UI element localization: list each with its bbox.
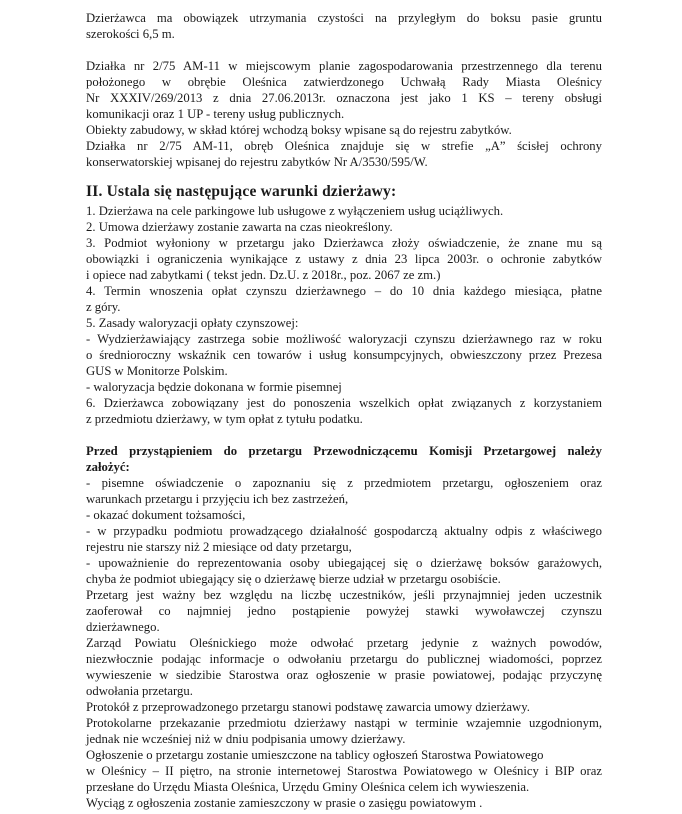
list-item: 5. Zasady waloryzacji opłaty czynszowej: — [86, 316, 299, 330]
list-item: i opiece nad zabytkami ( tekst jedn. Dz.U. z 2018r., poz. 2067 ze zm.) — [86, 268, 441, 282]
text-line: Ogłoszenie o przetargu zostanie umieszczone na tablicy ogłoszeń Starostwa Powiatowego — [86, 748, 544, 762]
text-line: - upoważnienie do reprezentowania osoby ubiegającej się o dzierżawę boksów garażowych, — [86, 556, 602, 570]
subheading: Przed przystąpieniem do przetargu Przewodniczącemu Komisji Przetargowej należy — [86, 444, 602, 458]
text-line: Obiekty zabudowy, w skład której wchodzą boksy wpisane są do rejestru zabytków. — [86, 123, 512, 137]
text-line: Protokół z przeprowadzonego przetargu stanowi podstawę zawarcia umowy dzierżawy. — [86, 700, 530, 714]
text-line: niezwłocznie podając informacje o odwołaniu przetargu do publicznej wiadomości, poprzez — [86, 652, 602, 666]
list-item: 4. Termin wnoszenia opłat czynszu dzierżawnego – do 10 dnia każdego miesiąca, płatne — [86, 284, 602, 298]
list-item: 1. Dzierżawa na cele parkingowe lub usługowe z wyłączeniem usług uciążliwych. — [86, 204, 504, 218]
list-item: 3. Podmiot wyłoniony w przetargu jako Dzierżawca złoży oświadczenie, że znane mu są — [86, 236, 602, 250]
list-item: GUS w Monitorze Polskim. — [86, 364, 228, 378]
text-line: Działka nr 2/75 AM-11 w miejscowym planie zagospodarowania przestrzennego dla terenu — [86, 59, 602, 73]
text-line: Zarząd Powiatu Oleśnickiego może odwołać przetarg jedynie z ważnych powodów, — [86, 636, 602, 650]
text-line: rejestru nie starszy niż 2 miesiące od daty przetargu, — [86, 540, 352, 554]
list-item: 2. Umowa dzierżawy zostanie zawarta na czas nieokreślony. — [86, 220, 393, 234]
text-line: Nr XXXIV/269/2013 z dnia 27.06.2013r. oznaczona jest jako 1 KS – tereny obsługi — [86, 91, 602, 105]
text-line: wywieszenie w siedzibie Starostwa oraz ogłoszenie w prasie powiatowej, podając przyczynę — [86, 668, 602, 682]
section-heading: II. Ustala się następujące warunki dzierżawy: — [86, 183, 397, 200]
text-line: położonego w obrębie Oleśnica zatwierdzonego Uchwałą Rady Miasta Oleśnicy — [86, 75, 602, 89]
text-line: komunikacji oraz 1 UP - tereny usług publicznych. — [86, 107, 345, 121]
text-line: konserwatorskiej wpisanej do rejestru zabytków Nr A/3530/595/W. — [86, 155, 428, 169]
list-item: o średnioroczny wskaźnik cen towarów i usług konsumpcyjnych, obwieszczony przez Prezesa — [86, 348, 602, 362]
text-line: warunkach przetargu i przyjęciu ich bez zastrzeżeń, — [86, 492, 349, 506]
text-line: w Oleśnicy – II piętro, na stronie internetowej Starostwa Powiatowego w Oleśnicy i BIP oraz — [86, 764, 602, 778]
list-item: obowiązki i ograniczenia wynikające z ustawy z dnia 23 lipca 2003r. o ochronie zabytków — [86, 252, 602, 266]
text-line: dzierżawnego. — [86, 620, 160, 634]
text-line: - w przypadku podmiotu prowadzącego działalność gospodarczą aktualny odpis z właściwego — [86, 524, 602, 538]
text-line: szerokości 6,5 m. — [86, 27, 175, 41]
text-line: Dzierżawca ma obowiązek utrzymania czystości na przyległym do boksu pasie gruntu — [86, 11, 602, 25]
text-line: przesłane do Urzędu Miasta Oleśnica, Urzędu Gminy Oleśnica celem ich wywieszenia. — [86, 780, 530, 794]
list-item: 6. Dzierżawca zobowiązany jest do ponoszenia wszelkich opłat związanych z korzystaniem — [86, 396, 602, 410]
text-line: chyba że podmiot ubiegający się o dzierżawę bierze udział w przetargu osobiście. — [86, 572, 501, 586]
text-line: Działka nr 2/75 AM-11, obręb Oleśnica znajduje się w strefie „A” ścisłej ochrony — [86, 139, 602, 153]
text-line: zaoferował co najmniej jedno postąpienie powyżej stawki wywoławczej czynszu — [86, 604, 602, 618]
text-line: - pisemne oświadczenie o zapoznaniu się z przedmiotem przetargu, ogłoszeniem oraz — [86, 476, 602, 490]
list-item: z góry. — [86, 300, 121, 314]
text-line: odwołania przetargu. — [86, 684, 193, 698]
text-line: - okazać dokument tożsamości, — [86, 508, 246, 522]
text-line: Protokolarne przekazanie przedmiotu dzierżawy nastąpi w terminie wzajemnie uzgodnionym, — [86, 716, 602, 730]
text-line: jednak nie wcześniej niż w dniu podpisania umowy dzierżawy. — [86, 732, 406, 746]
list-item: - waloryzacja będzie dokonana w formie pisemnej — [86, 380, 342, 394]
text-line: Wyciąg z ogłoszenia zostanie zamieszczony w prasie o zasięgu powiatowym . — [86, 796, 483, 810]
subheading: założyć: — [86, 460, 130, 474]
list-item: - Wydzierżawiający zastrzega sobie możliwość waloryzacji czynszu dzierżawnego raz w roku — [86, 332, 602, 346]
text-line: Przetarg jest ważny bez względu na liczbę uczestników, jeśli przynajmniej jeden uczestnik — [86, 588, 602, 602]
list-item: z przedmiotu dzierżawy, w tym opłat z tytułu podatku. — [86, 412, 363, 426]
